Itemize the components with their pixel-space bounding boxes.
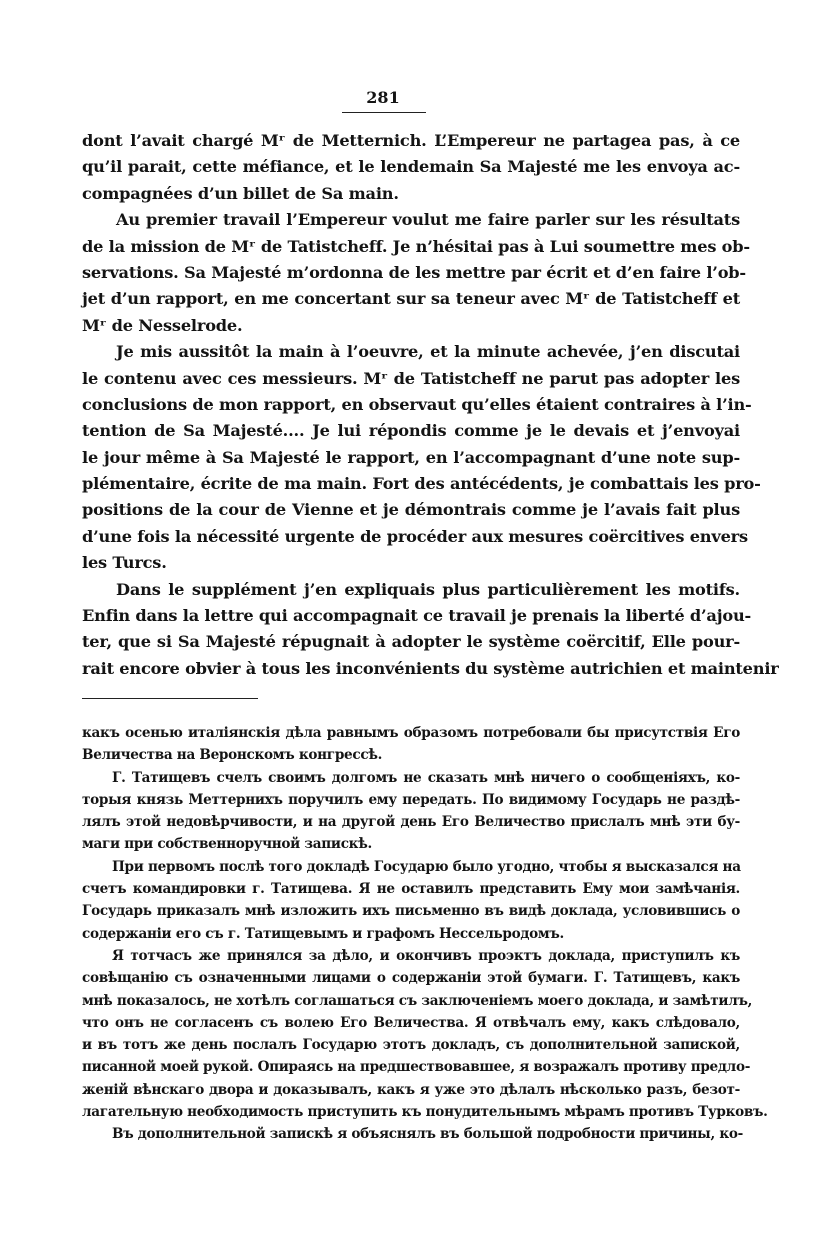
text-line: positions de la cour de Vienne et je démontrais comme je l’avais fait plus bbox=[82, 500, 740, 520]
text-line: rait encore obvier à tous les inconvénients du système autrichien et maintenir bbox=[82, 658, 779, 678]
page-number: 281 bbox=[366, 88, 400, 107]
text-line: Enfin dans la lettre qui accompagnait ce travail je prenais la liberté d’ajou- bbox=[82, 606, 752, 626]
text-line: маги при собственноручной запискѣ. bbox=[82, 836, 372, 853]
text-line: Je mis aussitôt la main à l’oeuvre, et la minute achevée, j’en discutai bbox=[116, 342, 740, 362]
text-line: лялъ этой недовѣрчивости, и на другой день Его Величество прислалъ мнѣ эти бу- bbox=[82, 814, 740, 831]
text-line: ter, que si Sa Majesté répugnait à adopter le système coërcitif, Elle pour- bbox=[82, 632, 740, 652]
text-line: les Turcs. bbox=[82, 553, 167, 573]
text-line: и въ тотъ же день послалъ Государю этотъ докладъ, съ дополнительной запиской, bbox=[82, 1037, 740, 1054]
text-line: plémentaire, écrite de ma main. Fort des antécédents, je combattais les pro- bbox=[82, 474, 761, 494]
text-line: писанной моей рукой. Опираясь на предшествовавшее, я возражалъ противу предло- bbox=[82, 1059, 751, 1076]
footnote-rule bbox=[82, 698, 258, 699]
text-line: содержаніи его съ г. Татищевымъ и графомъ Нессельродомъ. bbox=[82, 925, 564, 942]
text-line: что онъ не согласенъ съ волею Его Величества. Я отвѣчалъ ему, какъ слѣдовало, bbox=[82, 1014, 740, 1031]
text-line: Государь приказалъ мнѣ изложить ихъ письменно въ видѣ доклада, условившись о bbox=[82, 903, 740, 920]
text-line: conclusions de mon rapport, en observaut qu’elles étaient contraires à l’in- bbox=[82, 394, 752, 414]
text-line: de la mission de Mʳ de Tatistcheff. Je n’hésitai pas à Lui soumettre mes ob- bbox=[82, 236, 750, 256]
text-line: Г. Татищевъ счелъ своимъ долгомъ не сказать мнѣ ничего о сообщеніяхъ, ко- bbox=[112, 769, 740, 786]
text-line: женій вѣнскаго двора и доказывалъ, какъ я уже это дѣлалъ нѣсколько разъ, безот- bbox=[82, 1081, 740, 1098]
main-text bbox=[82, 128, 779, 682]
footnote-text bbox=[82, 722, 768, 1146]
text-line: le contenu avec ces messieurs. Mʳ de Tatistcheff ne parut pas adopter les bbox=[82, 368, 740, 388]
header-rule bbox=[342, 112, 426, 113]
text-line: Въ дополнительной запискѣ я объяснялъ въ большой подробности причины, ко- bbox=[112, 1126, 743, 1143]
text-line: какъ осенью италіянскія дѣла равнымъ образомъ потребовали бы присутствія Его bbox=[82, 725, 740, 741]
text-line: Mʳ de Nesselrode. bbox=[82, 315, 243, 335]
text-line: При первомъ послѣ того докладѣ Государю было угодно, чтобы я высказался на bbox=[112, 858, 741, 875]
text-line: лагательную необходимость приступить къ понудительнымъ мѣрамъ противъ Турковъ. bbox=[82, 1104, 768, 1121]
text-line: торыя князь Меттернихъ поручилъ ему передать. По видимому Государь не раздѣ- bbox=[82, 791, 740, 808]
text-line: le jour même à Sa Majesté le rapport, en l’accompagnant d’une note sup- bbox=[82, 447, 740, 467]
text-line: tention de Sa Majesté.... Je lui répondis comme je le devais et j’envoyai bbox=[82, 421, 740, 441]
text-line: мнѣ показалось, не хотѣлъ соглашаться съ заключеніемъ моего доклада, и замѣтилъ, bbox=[82, 992, 753, 1009]
text-line: dont l’avait chargé Mʳ de Metternich. L’Empereur ne partagea pas, à ce bbox=[82, 131, 740, 150]
text-line: Величества на Веронскомъ конгрессѣ. bbox=[82, 747, 383, 764]
text-line: Я тотчасъ же принялся за дѣло, и окончивъ проэктъ доклада, приступилъ къ bbox=[112, 947, 740, 964]
text-line: qu’il parait, cette méfiance, et le lendemain Sa Majesté me les envoya ac- bbox=[82, 157, 740, 177]
text-line: jet d’un rapport, en me concertant sur sa teneur avec Mʳ de Tatistcheff et bbox=[82, 289, 740, 309]
text-line: d’une fois la nécessité urgente de procéder aux mesures coërcitives envers bbox=[82, 526, 748, 546]
text-line: Au premier travail l’Empereur voulut me faire parler sur les résultats bbox=[116, 210, 740, 230]
text-line: Dans le supplément j’en expliquais plus particulièrement les motifs. bbox=[116, 579, 740, 599]
text-line: счетъ командировки г. Татищева. Я не оставилъ представить Ему мои замѣчанія. bbox=[82, 881, 740, 898]
text-line: compagnées d’un billet de Sa main. bbox=[82, 183, 399, 203]
text-line: совѣщанію съ означенными лицами о содержаніи этой бумаги. Г. Татищевъ, какъ bbox=[82, 970, 740, 987]
text-line: servations. Sa Majesté m’ordonna de les mettre par écrit et d’en faire l’ob- bbox=[82, 262, 746, 282]
